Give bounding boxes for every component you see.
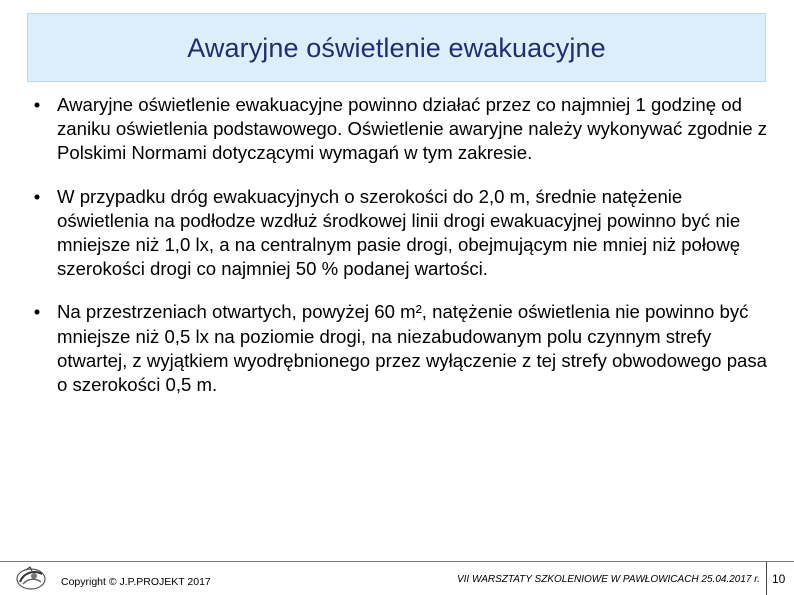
bullet-item	[30, 185, 775, 282]
bullet-text: Awaryjne oświetlenie ewakuacyjne powinno działać przez co najmniej 1 godzinę od zaniku oświetlenia podstawowego. Oświetlenie awaryjne należy wykonywać zgodnie z Polskimi Normami dotyczącymi wymagań w tym zakresie.	[57, 94, 768, 164]
title-box	[27, 13, 766, 82]
bullet-text: Na przestrzeniach otwartych, powyżej 60 m², natężenie oświetlenia nie powinno być mniejsze niż 0,5 lx na poziomie drogi, na niezabudowanym polu czynnym strefy otwartej, z wyjątkiem wyodrębnionego przez wyłączenie z tej strefy obwodowego pasa o szerokości 0,5 m.	[57, 301, 768, 396]
page-number-divider	[766, 562, 767, 595]
company-logo-icon	[14, 564, 48, 592]
event-caption: VII WARSZTATY SZKOLENIOWE W PAWŁOWICACH 25.04.2017 r.	[456, 574, 760, 585]
bullet-dot-icon: •	[33, 94, 41, 115]
bullet-item	[30, 300, 775, 397]
bullet-item	[30, 93, 775, 166]
bullet-list	[30, 93, 775, 397]
page-number: 10	[772, 572, 786, 586]
bullet-text: W przypadku dróg ewakuacyjnych o szerokości do 2,0 m, średnie natężenie oświetlenia na podłodze wzdłuż środkowej linii drogi ewakuacyjnej powinno być nie mniejsze niż 1,0 lx, a na centralnym pasie drogi, obejmującym nie mniej niż połowę szerokości drogi co najmniej 50 % podanej wartości.	[57, 185, 741, 280]
bullet-dot-icon: •	[33, 185, 41, 207]
bullet-dot-icon: •	[33, 301, 41, 323]
footer-divider	[0, 561, 794, 562]
copyright-text: Copyright © J.P.PROJEKT 2017	[61, 576, 211, 588]
slide-title: Awaryjne oświetlenie ewakuacyjne	[187, 33, 606, 63]
